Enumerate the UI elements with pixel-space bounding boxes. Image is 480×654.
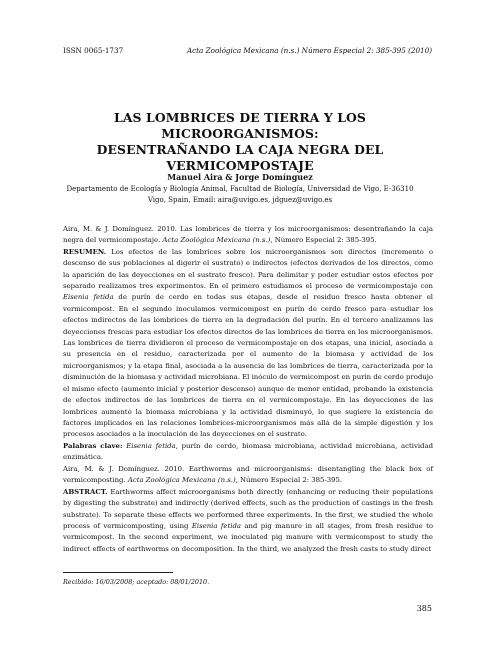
resumen-body: Los efectos de las lombrices sobre los microorganismos son directos (incremento o descenso de sus poblaciones al digerir el sustrato) e indirectos (efectos derivados de los directos, como la aparición de las deyecciones en el sustrato fresco). Para delimitar y poder estudiar estos efectos por separado realizamos tres experimentos. En el primero estudiamos el proceso de vermicompostaje con <box>63 247 433 291</box>
keywords-body: , purín de cerdo, biomasa microbiana, actividad microbiana, actividad enzimática. <box>63 441 433 462</box>
spanish-abstract-block <box>63 224 433 464</box>
affiliation-line-1: Departamento de Ecología y Biología Animal, Facultad de Biología, Universidad de Vigo, E-36310 <box>66 185 414 193</box>
english-citation <box>63 464 433 487</box>
abstract-paragraph <box>63 487 433 555</box>
received-date: Recibido: 16/03/2008; aceptado: 08/01/2010. <box>63 578 210 586</box>
issn-label: ISSN 0065-1737 <box>63 46 124 55</box>
footnote-divider <box>63 572 173 573</box>
title-line-1: LAS LOMBRICES DE TIERRA Y LOS MICROORGANISMOS: <box>114 110 366 141</box>
author-affiliation <box>60 184 420 206</box>
abstract-body: Earthworms affect microorganisms both directly (enhancing or reducing their populations by digesting the substrate) and indirectly (derived effects, such as the production of castings in the fresh substrate). To separate these effects we performed three experiments. In the first, we studied the whole process of vermicomposting, using <box>63 487 433 531</box>
journal-reference: Acta Zoológica Mexicana (n.s.) Número Especial 2: 385-395 (2010) <box>186 46 432 55</box>
citation-end: , Número Especial 2: 385-395. <box>235 476 343 485</box>
resumen-heading: RESUMEN. <box>63 247 107 256</box>
keywords-heading: Palabras clave: <box>63 441 123 450</box>
citation-journal: Acta Zoológica Mexicana (n.s.) <box>127 476 236 485</box>
author-names: Manuel Aira & Jorge Domínguez <box>167 172 313 182</box>
title-line-3: VERMICOMPOSTAJE <box>166 158 314 173</box>
citation-text: Aira, M. & J. Domínguez. 2010. Earthworms and microorganisms: disentangling the black box of vermicomposting. <box>63 465 433 485</box>
article-title <box>50 110 430 174</box>
page-number: 385 <box>416 604 432 613</box>
title-line-2: DESENTRAÑANDO LA CAJA NEGRA DEL <box>96 142 384 157</box>
spanish-citation <box>63 224 433 247</box>
keyword-species: Eisenia fetida <box>126 441 176 450</box>
affiliation-line-2: Vigo, Spain, Email: aira@uvigo.es, jdguez@uvigo.es <box>147 196 333 204</box>
abstract-body-continued: and pig manure in all stages, from fresh residue to vermicompost. In the second experiment, we inoculated pig manure with vermicompost to study the indirect effects of earthworms on decomposition. In the third, we analyzed the fresh casts to study direct <box>63 522 433 553</box>
species-name: Eisenia fetida <box>191 522 241 531</box>
citation-journal: Acta Zoológica Mexicana (n.s.) <box>162 236 271 245</box>
resumen-paragraph <box>63 247 433 441</box>
english-abstract-block <box>63 464 433 555</box>
citation-end: , Número Especial 2: 385-395. <box>270 236 377 245</box>
abstract-heading: ABSTRACT. <box>63 487 108 496</box>
species-name: Eisenia fetida <box>63 293 114 302</box>
keywords-paragraph <box>63 441 433 464</box>
resumen-body-continued: de purín de cerdo en todas sus etapas, desde el residuo fresco hasta obtener el vermicompost. En el segundo inoculamos vermicompost en purín de cerdo fresco para estudiar los efectos indirectos de las lombrices de tierra en la degradación del purín. En el tercero analizamos las deyecciones frescas para estudiar los efectos directos de las lombrices de tierra en los microorganismos. Las lombrices de tierra dividieron el proceso de vermicompostaje en dos etapas, una inicial, asociada a su presencia en el residuo, caracterizada por el aumento de la biomasa y actividad de los microorganismos; y la etapa final, asociada a la ausencia de las lombrices de tierra, caracterizada por la disminución de la biomasa y actividad microbiana. El inóculo de vermicompost en purín de cerdo produjo el mismo efecto (aumento inicial y posterior descenso) aunque de menor entidad, probando la existencia de efectos indirectos de las lombrices de tierra en el vermicompostaje. En las deyecciones de las lombrices aumentó la biomasa microbiana y la actividad disminuyó, lo que sugiere la existencia de factores implicados en las relaciones lombrices-microorganismos más allá de la simple digestión y los procesos asociados a la inoculación de las deyecciones en el sustrato. <box>63 293 433 439</box>
citation-text: Aira, M. & J. Domínguez. 2010. Las lombrices de tierra y los microorganismos: desentrañando la caja negra del vermicompostaje. <box>63 225 433 245</box>
